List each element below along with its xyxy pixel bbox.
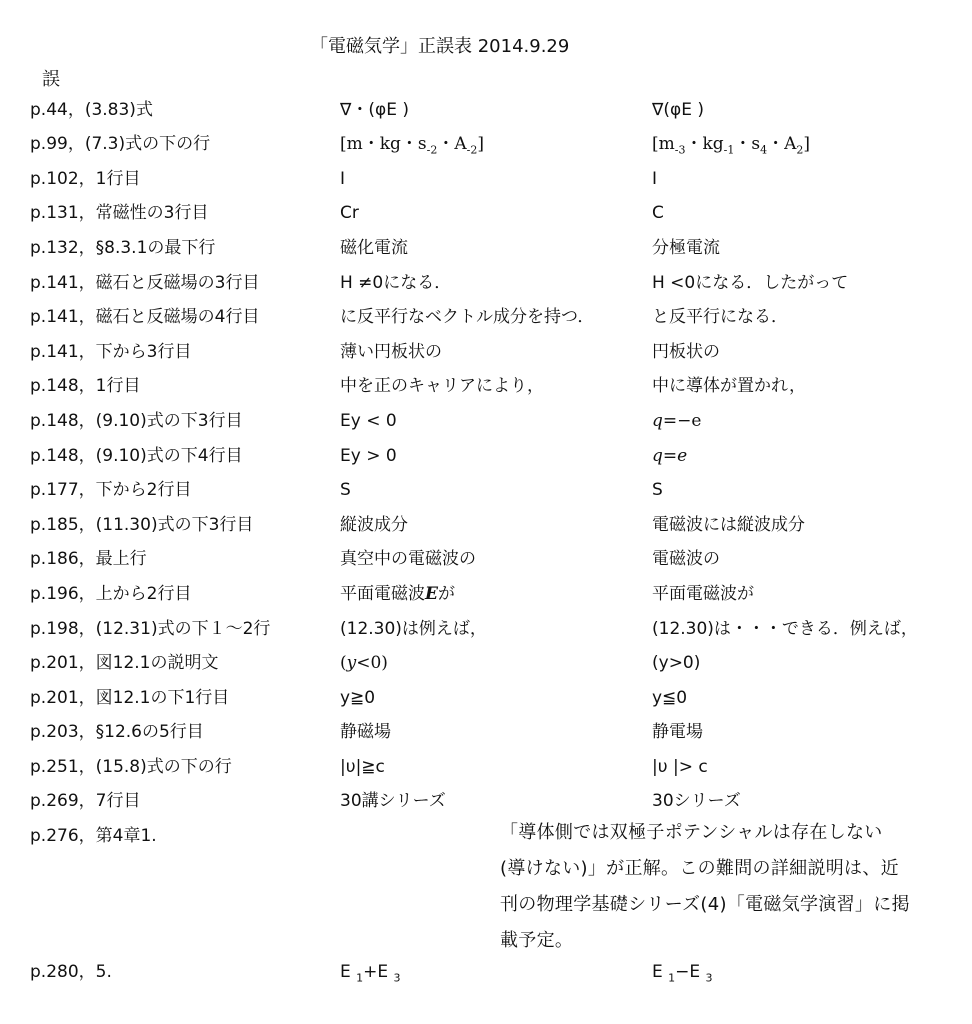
paragraph-line: 刊の物理学基礎シリーズ(4)「電磁気学演習」に掲 xyxy=(500,894,910,915)
erratum-row xyxy=(0,513,972,547)
erratum-row xyxy=(0,582,972,616)
correction-cell: C xyxy=(652,203,664,223)
erratum-row xyxy=(0,444,972,478)
error-cell: 薄い円板状の xyxy=(340,342,442,362)
erratum-row xyxy=(0,409,972,443)
location-cell: p.186，最上行 xyxy=(30,549,147,569)
error-cell: Ey > 0 xyxy=(340,446,397,466)
location-cell: p.276，第4章1. xyxy=(30,826,157,846)
correction-cell: 電磁波には縦波成分 xyxy=(652,515,805,535)
erratum-row xyxy=(0,374,972,408)
erratum-row xyxy=(0,236,972,270)
error-cell: に反平行なベクトル成分を持つ． xyxy=(340,307,595,327)
erratum-row xyxy=(0,755,972,789)
erratum-row xyxy=(0,98,972,132)
error-cell: 中を正のキャリアにより， xyxy=(340,376,544,396)
location-cell: p.280，5. xyxy=(30,962,112,982)
correction-cell: 分極電流 xyxy=(652,238,720,258)
location-cell: p.141，磁石と反磁場の4行目 xyxy=(30,307,260,327)
correction-cell: 平面電磁波が xyxy=(652,584,754,604)
erratum-row xyxy=(0,132,972,166)
error-cell: Ey < 0 xyxy=(340,411,397,431)
correction-cell: H <0になる．したがって xyxy=(652,273,849,293)
column-label-error: 誤 xyxy=(42,69,60,90)
location-cell: p.203，§12.6の5行目 xyxy=(30,722,204,742)
erratum-row xyxy=(0,340,972,374)
location-cell: p.148，1行目 xyxy=(30,376,141,396)
error-cell: |υ|≧c xyxy=(340,757,385,777)
correction-cell: 中に導体が置かれ， xyxy=(652,376,807,396)
correction-cell: (12.30)は・・・できる．例えば， xyxy=(652,619,918,639)
erratum-row xyxy=(0,686,972,720)
correction-cell: S xyxy=(652,480,663,500)
erratum-row xyxy=(0,167,972,201)
error-cell: 静磁場 xyxy=(340,722,391,742)
location-cell: p.201，図12.1の下1行目 xyxy=(30,688,230,708)
correction-paragraph xyxy=(500,815,950,959)
correction-cell: E $_1$−E $_3$ xyxy=(652,962,713,985)
error-cell: Cr xyxy=(340,203,359,223)
location-cell: p.141，下から3行目 xyxy=(30,342,192,362)
correction-cell: I xyxy=(652,169,658,189)
error-cell: 30講シリーズ xyxy=(340,791,446,811)
error-cell: 縦波成分 xyxy=(340,515,408,535)
paragraph-line: (導けない)」が正解。この難問の詳細説明は、近 xyxy=(500,858,899,879)
correction-cell: と反平行になる． xyxy=(652,307,788,327)
correction-cell: ∇(φE ) xyxy=(652,100,704,120)
paragraph-line: 載予定。 xyxy=(500,930,574,951)
error-cell: H ≠0になる． xyxy=(340,273,452,293)
document-title: 「電磁気学」正誤表 2014.9.29 xyxy=(310,36,570,57)
error-cell: (12.30)は例えば， xyxy=(340,619,487,639)
erratum-row xyxy=(0,305,972,339)
error-cell: ∇・(φE ) xyxy=(340,100,409,120)
location-cell: p.269，7行目 xyxy=(30,791,141,811)
correction-cell: (y>0) xyxy=(652,653,701,673)
erratum-row xyxy=(0,478,972,512)
correction-cell: 30シリーズ xyxy=(652,791,741,811)
location-cell: p.44，(3.83)式 xyxy=(30,100,153,120)
location-cell: p.148，(9.10)式の下4行目 xyxy=(30,446,243,466)
error-cell: E $_1$+E $_3$ xyxy=(340,962,401,985)
erratum-row xyxy=(0,651,972,685)
erratum-row xyxy=(0,271,972,305)
location-cell: p.131，常磁性の3行目 xyxy=(30,203,209,223)
correction-cell: 円板状の xyxy=(652,342,720,362)
erratum-row xyxy=(0,201,972,235)
erratum-row xyxy=(0,960,972,994)
error-cell: (y<0) xyxy=(340,653,388,673)
paragraph-line: 「導体側では双極子ポテンシャルは存在しない xyxy=(500,822,883,843)
location-cell: p.185，(11.30)式の下3行目 xyxy=(30,515,254,535)
correction-cell: q=−e xyxy=(652,411,702,431)
location-cell: p.198，(12.31)式の下１～2行 xyxy=(30,619,271,639)
location-cell: p.99，(7.3)式の下の行 xyxy=(30,134,211,154)
error-cell: 磁化電流 xyxy=(340,238,408,258)
correction-cell: |υ |> c xyxy=(652,757,708,777)
erratum-row xyxy=(0,617,972,651)
location-cell: p.251，(15.8)式の下の行 xyxy=(30,757,232,777)
location-cell: p.141，磁石と反磁場の3行目 xyxy=(30,273,260,293)
location-cell: p.177，下から2行目 xyxy=(30,480,192,500)
correction-cell: y≦0 xyxy=(652,688,688,708)
location-cell: p.148，(9.10)式の下3行目 xyxy=(30,411,243,431)
location-cell: p.132，§8.3.1の最下行 xyxy=(30,238,216,258)
error-cell: 真空中の電磁波の xyxy=(340,549,476,569)
correction-cell: [$m_{-3}$・$kg_{-1}$・$s_4$・$A_2$] xyxy=(652,134,811,157)
location-cell: p.196，上から2行目 xyxy=(30,584,192,604)
erratum-row xyxy=(0,720,972,754)
error-cell: y≧0 xyxy=(340,688,376,708)
correction-cell: q=e xyxy=(652,446,688,466)
correction-cell: 電磁波の xyxy=(652,549,720,569)
location-cell: p.102，1行目 xyxy=(30,169,141,189)
error-cell: I xyxy=(340,169,346,189)
erratum-row xyxy=(0,547,972,581)
error-cell: [m・kg・$s_{-2}$・$A_{-2}$] xyxy=(340,134,485,157)
location-cell: p.201，図12.1の説明文 xyxy=(30,653,219,673)
error-cell: 平面電磁波Eが xyxy=(340,584,455,604)
correction-cell: 静電場 xyxy=(652,722,703,742)
error-cell: S xyxy=(340,480,351,500)
